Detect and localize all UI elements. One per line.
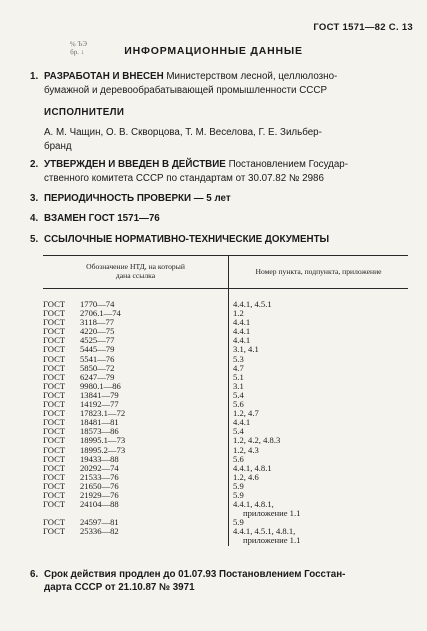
section-4 <box>30 212 413 226</box>
column-header-line: дана ссылка <box>115 271 156 280</box>
gost-prefix: ГОСТ <box>43 389 66 400</box>
column-header-designation <box>43 262 228 280</box>
gost-prefix: ГОСТ <box>43 380 66 391</box>
gost-number: 18573—86 <box>80 426 119 437</box>
gost-prefix: ГОСТ <box>43 308 66 319</box>
column-header-clause: Номер пункта, подпункта, приложение <box>255 267 382 276</box>
gost-number: 20292—74 <box>80 462 119 473</box>
section-2 <box>30 158 413 186</box>
executors-line: А. М. Чащин, О. В. Скворцова, Т. М. Веселова, Г. Е. Зильбер- <box>44 127 322 138</box>
table-row <box>43 500 408 509</box>
gost-number: 9980.1—86 <box>80 380 121 391</box>
gost-prefix: ГОСТ <box>43 489 66 500</box>
clause-reference: приложение 1.1 <box>243 535 301 546</box>
gost-prefix: ГОСТ <box>43 499 66 510</box>
clause-reference: 4.4.1, 4.8.1, <box>233 499 274 510</box>
clause-reference: 4.4.1, 4.5.1 <box>233 299 272 309</box>
handwritten-note-line: % ЪЭ <box>69 39 88 49</box>
clause-reference: 5.9 <box>233 480 244 491</box>
gost-number: 25336—82 <box>80 526 119 537</box>
gost-number: 21533—76 <box>80 471 119 482</box>
section-lead: РАЗРАБОТАН И ВНЕСЕН <box>44 71 164 82</box>
clause-reference: 5.3 <box>233 353 244 364</box>
gost-prefix: ГОСТ <box>43 408 66 419</box>
clause-reference: 5.6 <box>233 453 244 464</box>
section-number: 3. <box>30 193 39 204</box>
clause-reference: 5.4 <box>233 389 244 400</box>
gost-prefix: ГОСТ <box>43 426 66 437</box>
gost-number: 17823.1—72 <box>80 408 126 419</box>
gost-prefix: ГОСТ <box>43 371 66 382</box>
section-text: Постановлением Государ- <box>225 159 349 170</box>
section-6 <box>30 568 413 594</box>
section-text: ПЕРИОДИЧНОСТЬ ПРОВЕРКИ — 5 лет <box>44 193 231 204</box>
gost-number: 24104—88 <box>80 499 119 510</box>
clause-reference: 4.4.1 <box>233 317 251 328</box>
gost-prefix: ГОСТ <box>43 326 66 337</box>
clause-reference: 5.6 <box>233 399 244 410</box>
page-header: ГОСТ 1571—82 С. 13 <box>313 22 413 33</box>
gost-number: 18481—81 <box>80 417 119 428</box>
clause-reference: 4.7 <box>233 362 244 373</box>
clause-reference: приложение 1.1 <box>243 508 301 519</box>
gost-number: 1770—74 <box>80 299 115 309</box>
gost-prefix: ГОСТ <box>43 344 66 355</box>
section-text-cont: бумажной и деревообрабатывающей промышленности СССР <box>44 85 327 96</box>
handwritten-note-line: бр. ↓ <box>70 47 85 57</box>
gost-number: 3118—77 <box>80 317 115 328</box>
section-text-cont: ственного комитета СССР по стандартам от 30.07.82 № 2986 <box>44 173 324 184</box>
gost-prefix: ГОСТ <box>43 480 66 491</box>
clause-reference: 1.2 <box>233 308 244 319</box>
clause-reference: 3.1 <box>233 380 244 391</box>
gost-prefix: ГОСТ <box>43 417 66 428</box>
gost-prefix: ГОСТ <box>43 444 66 455</box>
section-5 <box>30 233 413 247</box>
executors-label: ИСПОЛНИТЕЛИ <box>44 107 125 118</box>
gost-number: 4525—77 <box>80 335 115 346</box>
reference-table <box>43 255 408 546</box>
gost-number: 18995.1—73 <box>80 435 126 446</box>
gost-number: 19433—88 <box>80 453 119 464</box>
gost-number: 5541—76 <box>80 353 115 364</box>
gost-number: 5850—72 <box>80 362 115 373</box>
gost-number: 18995.2—73 <box>80 444 126 455</box>
table-body <box>43 289 408 546</box>
section-text: ВЗАМЕН ГОСТ 1571—76 <box>44 213 160 224</box>
table-row <box>43 536 408 545</box>
clause-reference: 5.9 <box>233 489 244 500</box>
column-header-line: Обозначение НТД, на который <box>86 262 185 271</box>
gost-prefix: ГОСТ <box>43 299 66 309</box>
clause-reference: 5.4 <box>233 426 244 437</box>
clause-reference: 1.2, 4.3 <box>233 444 259 455</box>
gost-prefix: ГОСТ <box>43 471 66 482</box>
section-text: Срок действия продлен до 01.07.93 Постановлением Госстан- <box>44 569 346 580</box>
gost-number: 5445—79 <box>80 344 115 355</box>
gost-prefix: ГОСТ <box>43 435 66 446</box>
gost-number: 6247—79 <box>80 371 115 382</box>
section-lead: УТВЕРЖДЕН И ВВЕДЕН В ДЕЙСТВИЕ <box>44 159 226 170</box>
gost-number: 4220—75 <box>80 326 115 337</box>
table-row <box>43 527 408 536</box>
gost-prefix: ГОСТ <box>43 353 66 364</box>
section-number: 4. <box>30 213 39 224</box>
gost-number: 21650—76 <box>80 480 119 491</box>
section-number: 1. <box>30 71 39 82</box>
clause-reference: 3.1, 4.1 <box>233 344 259 355</box>
gost-number: 24597—81 <box>80 517 119 528</box>
section-text-cont: дарта СССР от 21.10.87 № 3971 <box>44 582 195 593</box>
gost-prefix: ГОСТ <box>43 526 66 537</box>
gost-prefix: ГОСТ <box>43 453 66 464</box>
executors-line: бранд <box>44 141 72 152</box>
executors-list <box>44 126 413 154</box>
gost-number: 13841—79 <box>80 389 119 400</box>
clause-reference: 5.9 <box>233 517 244 528</box>
section-text: ССЫЛОЧНЫЕ НОРМАТИВНО-ТЕХНИЧЕСКИЕ ДОКУМЕНТЫ <box>44 234 330 245</box>
gost-prefix: ГОСТ <box>43 399 66 410</box>
clause-reference: 1.2, 4.2, 4.8.3 <box>233 435 281 446</box>
clause-reference: 4.4.1, 4.5.1, 4.8.1, <box>233 526 296 537</box>
section-text: Министерством лесной, целлюлозно- <box>163 71 338 82</box>
section-3 <box>30 192 413 206</box>
clause-reference: 5.1 <box>233 371 244 382</box>
section-number: 6. <box>30 569 39 580</box>
clause-reference: 1.2, 4.6 <box>233 471 259 482</box>
gost-prefix: ГОСТ <box>43 335 66 346</box>
section-1 <box>30 70 413 98</box>
clause-reference: 4.4.1 <box>233 335 251 346</box>
gost-prefix: ГОСТ <box>43 462 66 473</box>
section-number: 2. <box>30 159 39 170</box>
page-title: ИНФОРМАЦИОННЫЕ ДАННЫЕ <box>124 45 303 57</box>
clause-reference: 4.4.1 <box>233 417 251 428</box>
gost-number: 2706.1—74 <box>80 308 121 319</box>
clause-reference: 4.4.1 <box>233 326 251 337</box>
clause-reference: 1.2, 4.7 <box>233 408 259 419</box>
gost-prefix: ГОСТ <box>43 517 66 528</box>
section-number: 5. <box>30 234 39 245</box>
gost-number: 14192—77 <box>80 399 119 410</box>
table-header <box>43 256 408 289</box>
gost-number: 21929—76 <box>80 489 119 500</box>
clause-reference: 4.4.1, 4.8.1 <box>233 462 272 473</box>
gost-prefix: ГОСТ <box>43 317 66 328</box>
gost-prefix: ГОСТ <box>43 362 66 373</box>
